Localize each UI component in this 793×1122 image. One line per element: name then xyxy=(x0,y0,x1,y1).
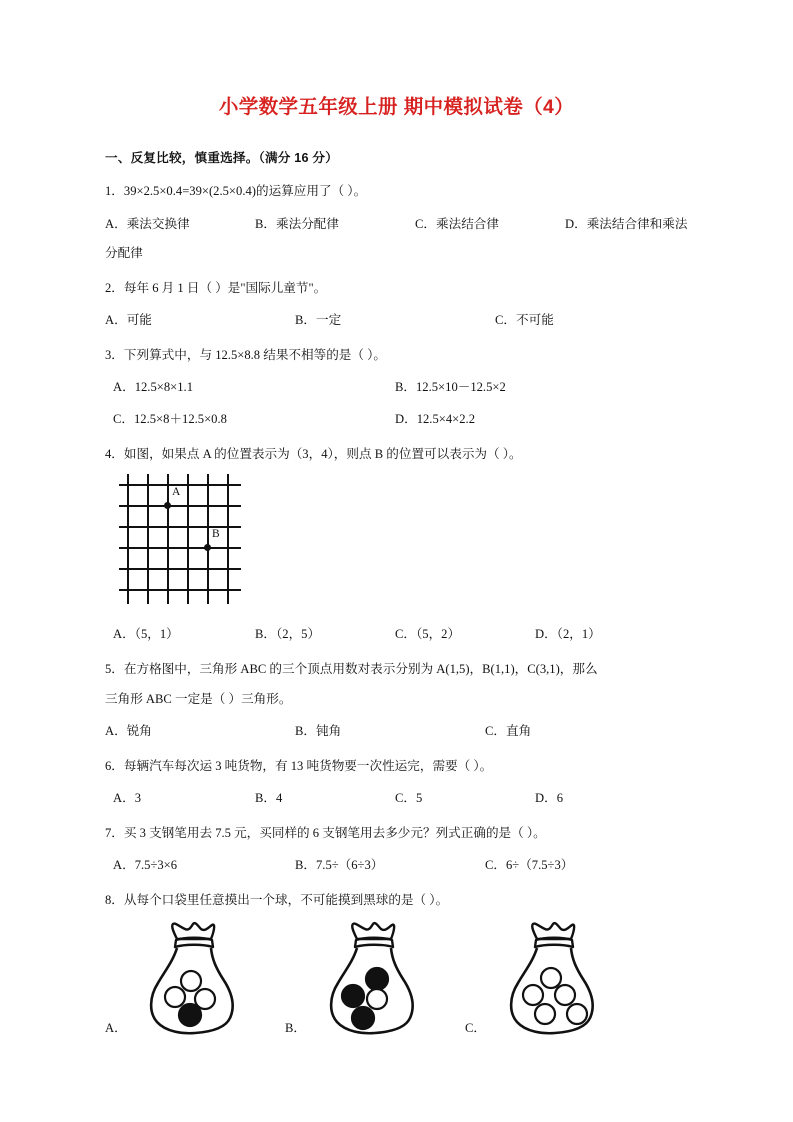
bag-b-illustration xyxy=(313,921,433,1041)
bag-c-white-ball-1 xyxy=(541,968,561,988)
grid-vline-3 xyxy=(187,474,189,604)
grid-vline-2 xyxy=(167,474,169,604)
question-8 xyxy=(105,890,688,1040)
question-6-option-d[interactable]: D．6 xyxy=(535,791,563,806)
question-8-stem: 8．从每个口袋里任意摸出一个球，不可能摸到黑球的是（ ）。 xyxy=(105,893,449,908)
page-title: 小学数学五年级上册 期中模拟试卷（4） xyxy=(218,96,575,118)
question-7-stem: 7．买 3 支钢笔用去 7.5 元，买同样的 6 支钢笔用去多少元？列式正确的是（ ）。 xyxy=(105,826,546,841)
bag-b-black-ball-1 xyxy=(366,968,388,990)
question-6-number: 6． xyxy=(105,759,124,774)
question-1-option-d-continuation: 分配律 xyxy=(105,245,143,260)
question-5-option-b[interactable]: B．钝角 xyxy=(295,724,342,739)
question-6-options xyxy=(105,788,688,808)
question-7-option-b[interactable]: B．7.5÷（6÷3） xyxy=(295,858,384,873)
question-5-stem-line1: 5．在方格图中，三角形 ABC 的三个顶点用数对表示分别为 A(1,5)，B(1,1)，C(3,1)，那么 xyxy=(105,662,598,677)
grid-point-b-label: B xyxy=(212,528,220,541)
question-2-option-a[interactable]: A．可能 xyxy=(105,313,152,328)
bag-a-black-ball-1 xyxy=(179,1004,201,1026)
question-5-number: 5． xyxy=(105,662,124,677)
question-3-number: 3． xyxy=(105,348,124,363)
bag-b-black-ball-3 xyxy=(352,1007,374,1029)
grid-hline-4 xyxy=(119,568,241,570)
grid-hline-1 xyxy=(119,505,241,507)
question-5-option-a[interactable]: A．锐角 xyxy=(105,724,152,739)
bag-c-white-ball-5 xyxy=(567,1004,587,1024)
question-1-option-d[interactable]: D．乘法结合律和乘法 xyxy=(565,216,688,231)
question-2-stem: 2．每年 6 月 1 日（ ）是"国际儿童节"。 xyxy=(105,281,327,296)
bag-a-white-ball-1 xyxy=(181,971,201,991)
question-7-option-c[interactable]: C．6÷（7.5÷3） xyxy=(485,858,574,873)
bag-b-white-ball-1 xyxy=(367,989,387,1009)
question-4-option-d[interactable]: D．（2，1） xyxy=(535,627,601,642)
question-4-options xyxy=(105,624,688,644)
bag-c-illustration xyxy=(493,921,613,1041)
question-3-option-d[interactable]: D．12.5×4×2.2 xyxy=(395,412,475,427)
question-3 xyxy=(105,345,688,429)
question-7-number: 7． xyxy=(105,826,124,841)
bag-b-black-ball-2 xyxy=(342,985,364,1007)
question-3-option-a[interactable]: A．12.5×8×1.1 xyxy=(113,380,193,395)
question-6-option-a[interactable]: A．3 xyxy=(113,791,141,806)
question-8-option-b-label[interactable]: B． xyxy=(285,1021,306,1036)
grid-point-a xyxy=(164,502,171,509)
question-4-number: 4． xyxy=(105,447,124,462)
question-3-stem: 3．下列算式中，与 12.5×8.8 结果不相等的是（ ）。 xyxy=(105,348,387,363)
question-3-option-b[interactable]: B．12.5×10－12.5×2 xyxy=(395,380,506,395)
question-1-option-b[interactable]: B．乘法分配律 xyxy=(255,216,339,231)
question-1-option-c[interactable]: C．乘法结合律 xyxy=(415,216,499,231)
question-6-option-c[interactable]: C．5 xyxy=(395,791,423,806)
question-1-expr-right: 39×(2.5×0.4) xyxy=(189,184,256,199)
coordinate-grid-figure xyxy=(127,472,307,612)
question-5-options xyxy=(105,721,688,741)
question-8-option-a-label[interactable]: A． xyxy=(105,1021,127,1036)
question-1-options xyxy=(105,214,688,234)
question-4-option-b[interactable]: B．（2，5） xyxy=(255,627,321,642)
grid-point-b xyxy=(204,544,211,551)
question-1-equals: = xyxy=(182,184,190,199)
bag-c-white-ball-2 xyxy=(523,985,543,1005)
question-5 xyxy=(105,659,688,741)
question-1-expr-left: 39×2.5×0.4 xyxy=(123,184,183,199)
question-5-stem-line2: 三角形 ABC 一定是（ ）三角形。 xyxy=(105,691,292,706)
question-7-option-a[interactable]: A．7.5÷3×6 xyxy=(113,858,178,873)
question-2-options xyxy=(105,310,688,330)
section-heading: 一、反复比较，慎重选择。（满分 16 分） xyxy=(105,151,338,166)
question-4 xyxy=(105,444,688,644)
question-2-number: 2． xyxy=(105,281,124,296)
grid-hline-2 xyxy=(119,526,241,528)
bag-a-illustration xyxy=(133,921,253,1041)
grid-point-a-label: A xyxy=(172,486,181,499)
question-3-options xyxy=(105,377,688,429)
question-3-option-c[interactable]: C．12.5×8＋12.5×0.8 xyxy=(113,412,227,427)
grid-vline-0 xyxy=(127,474,129,604)
question-2-option-b[interactable]: B．一定 xyxy=(295,313,342,328)
question-4-stem: 4．如图，如果点 A 的位置表示为（3，4），则点 B 的位置可以表示为（ ）。 xyxy=(105,447,522,462)
question-6-option-b[interactable]: B．4 xyxy=(255,791,283,806)
grid-hline-5 xyxy=(119,589,241,591)
question-4-option-c[interactable]: C．（5，2） xyxy=(395,627,461,642)
bag-a-white-ball-2 xyxy=(165,987,185,1007)
question-5-option-c[interactable]: C．直角 xyxy=(485,724,532,739)
grid-vline-4 xyxy=(207,474,209,604)
question-8-number: 8． xyxy=(105,893,124,908)
question-6-stem: 6．每辆汽车每次运 3 吨货物，有 13 吨货物要一次性运完，需要（ ）。 xyxy=(105,759,493,774)
question-1 xyxy=(105,181,688,263)
question-8-option-c-label[interactable]: C． xyxy=(465,1021,486,1036)
bag-c-white-ball-3 xyxy=(555,985,575,1005)
question-2-option-c[interactable]: C．不可能 xyxy=(495,313,554,328)
question-4-option-a[interactable]: A．（5，1） xyxy=(113,627,179,642)
question-6 xyxy=(105,756,688,808)
ball-bags-figure xyxy=(105,921,688,1041)
question-7-options xyxy=(105,855,688,875)
grid-vline-5 xyxy=(227,474,229,604)
grid-vline-1 xyxy=(147,474,149,604)
question-2 xyxy=(105,278,688,330)
question-1-tail: 的运算应用了（ ）。 xyxy=(255,184,367,199)
question-1-option-a[interactable]: A．乘法交换律 xyxy=(105,216,190,231)
grid-hline-3 xyxy=(119,547,241,549)
question-1-stem xyxy=(105,181,688,201)
question-1-number: 1． xyxy=(105,184,124,199)
question-7 xyxy=(105,823,688,875)
bag-c-white-ball-4 xyxy=(535,1004,555,1024)
